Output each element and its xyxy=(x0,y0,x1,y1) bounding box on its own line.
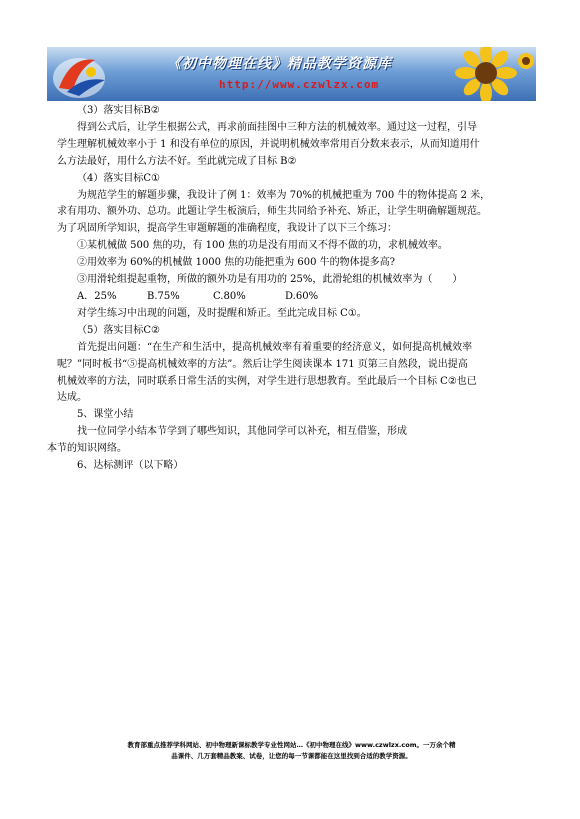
section-heading: 6、达标测评（以下略） xyxy=(77,460,184,472)
paragraph-line: 得到公式后，让学生根据公式，再求前面挂图中三种方法的机械效率。通过这一过程，引导 xyxy=(77,121,477,133)
paragraph-line: 对学生练习中出现的问题，及时提醒和矫正。至此完成目标 C①。 xyxy=(77,307,367,319)
banner-url[interactable]: http://www.czwlzx.com xyxy=(219,78,380,91)
section-heading: 5、课堂小结 xyxy=(77,409,134,421)
footer-line: 品课件、几万套精品教案、试卷，让您的每一节课都能在这里找到合适的教学资源。 xyxy=(171,752,412,760)
paragraph-line: 学生理解机械效率小于 1 和没有单位的原因，并说明机械效率常用百分数来表示，从而知道用什 xyxy=(57,138,480,150)
footer-line: 教育部重点推荐学科网站、初中物理新课标教学专业性网站…《初中物理在线》www.czwlzx.com。一万余个精 xyxy=(127,741,456,749)
site-logo-icon xyxy=(49,48,113,100)
option-c: C.80% xyxy=(213,290,246,302)
page-footer xyxy=(47,740,536,762)
section-heading: （3）落实目标B② xyxy=(77,105,160,116)
banner-title: 《初中物理在线》精品教学资源库 xyxy=(167,56,392,72)
sunflower-icon xyxy=(446,47,536,101)
document-body xyxy=(47,103,537,475)
answer-options xyxy=(57,289,537,306)
paragraph-line: 本节的知识网络。 xyxy=(47,443,127,455)
paragraph-line: 达成。 xyxy=(57,392,87,404)
paragraph-line: 找一位同学小结本节学到了哪些知识，其他同学可以补充，相互借鉴，形成 xyxy=(77,426,407,438)
option-d: D.60% xyxy=(285,290,319,302)
option-b: B.75% xyxy=(147,290,180,302)
site-banner xyxy=(47,47,536,101)
paragraph-line: 么方法最好，用什么方法不好。至此就完成了目标 B② xyxy=(57,155,297,167)
exercise-item: ①某机械做 500 焦的功，有 100 焦的功是没有用而又不得不做的功，求机械效率。 xyxy=(77,240,448,252)
paragraph-line: 为了巩固所学知识，提高学生审题解题的准确程度，我设计了以下三个练习： xyxy=(57,223,397,235)
paragraph-line: 呢？”同时板书“⑤提高机械效率的方法”。然后让学生阅读课本 171 页第三自然段，说出提高 xyxy=(57,358,468,370)
paragraph-line: 首先提出问题：“在生产和生活中，提高机械效率有着重要的经济意义，如何提高机械效率 xyxy=(77,341,473,353)
section-heading: （4）落实目标C① xyxy=(77,172,160,184)
paragraph-line: 为规范学生的解题步骤，我设计了例 1：效率为 70%的机械把重为 700 牛的物体提高 2 米， xyxy=(77,189,491,201)
exercise-item: ②用效率为 60%的机械做 1000 焦的功能把重为 600 牛的物体提多高? xyxy=(77,257,396,269)
option-a: A．25% xyxy=(77,290,117,302)
exercise-item: ③用滑轮组提起重物，所做的额外功是有用功的 25%，此滑轮组的机械效率为（ ） xyxy=(77,274,463,286)
paragraph-line: 机械效率的方法，同时联系日常生活的实例，对学生进行思想教育。至此最后一个目标 C②也已 xyxy=(57,375,477,387)
paragraph-line: 求有用功、额外功、总功。此题让学生板演后，师生共同给予补充、矫正，让学生明确解题规范。 xyxy=(57,206,487,218)
section-heading: （5）落实目标C② xyxy=(77,324,160,336)
